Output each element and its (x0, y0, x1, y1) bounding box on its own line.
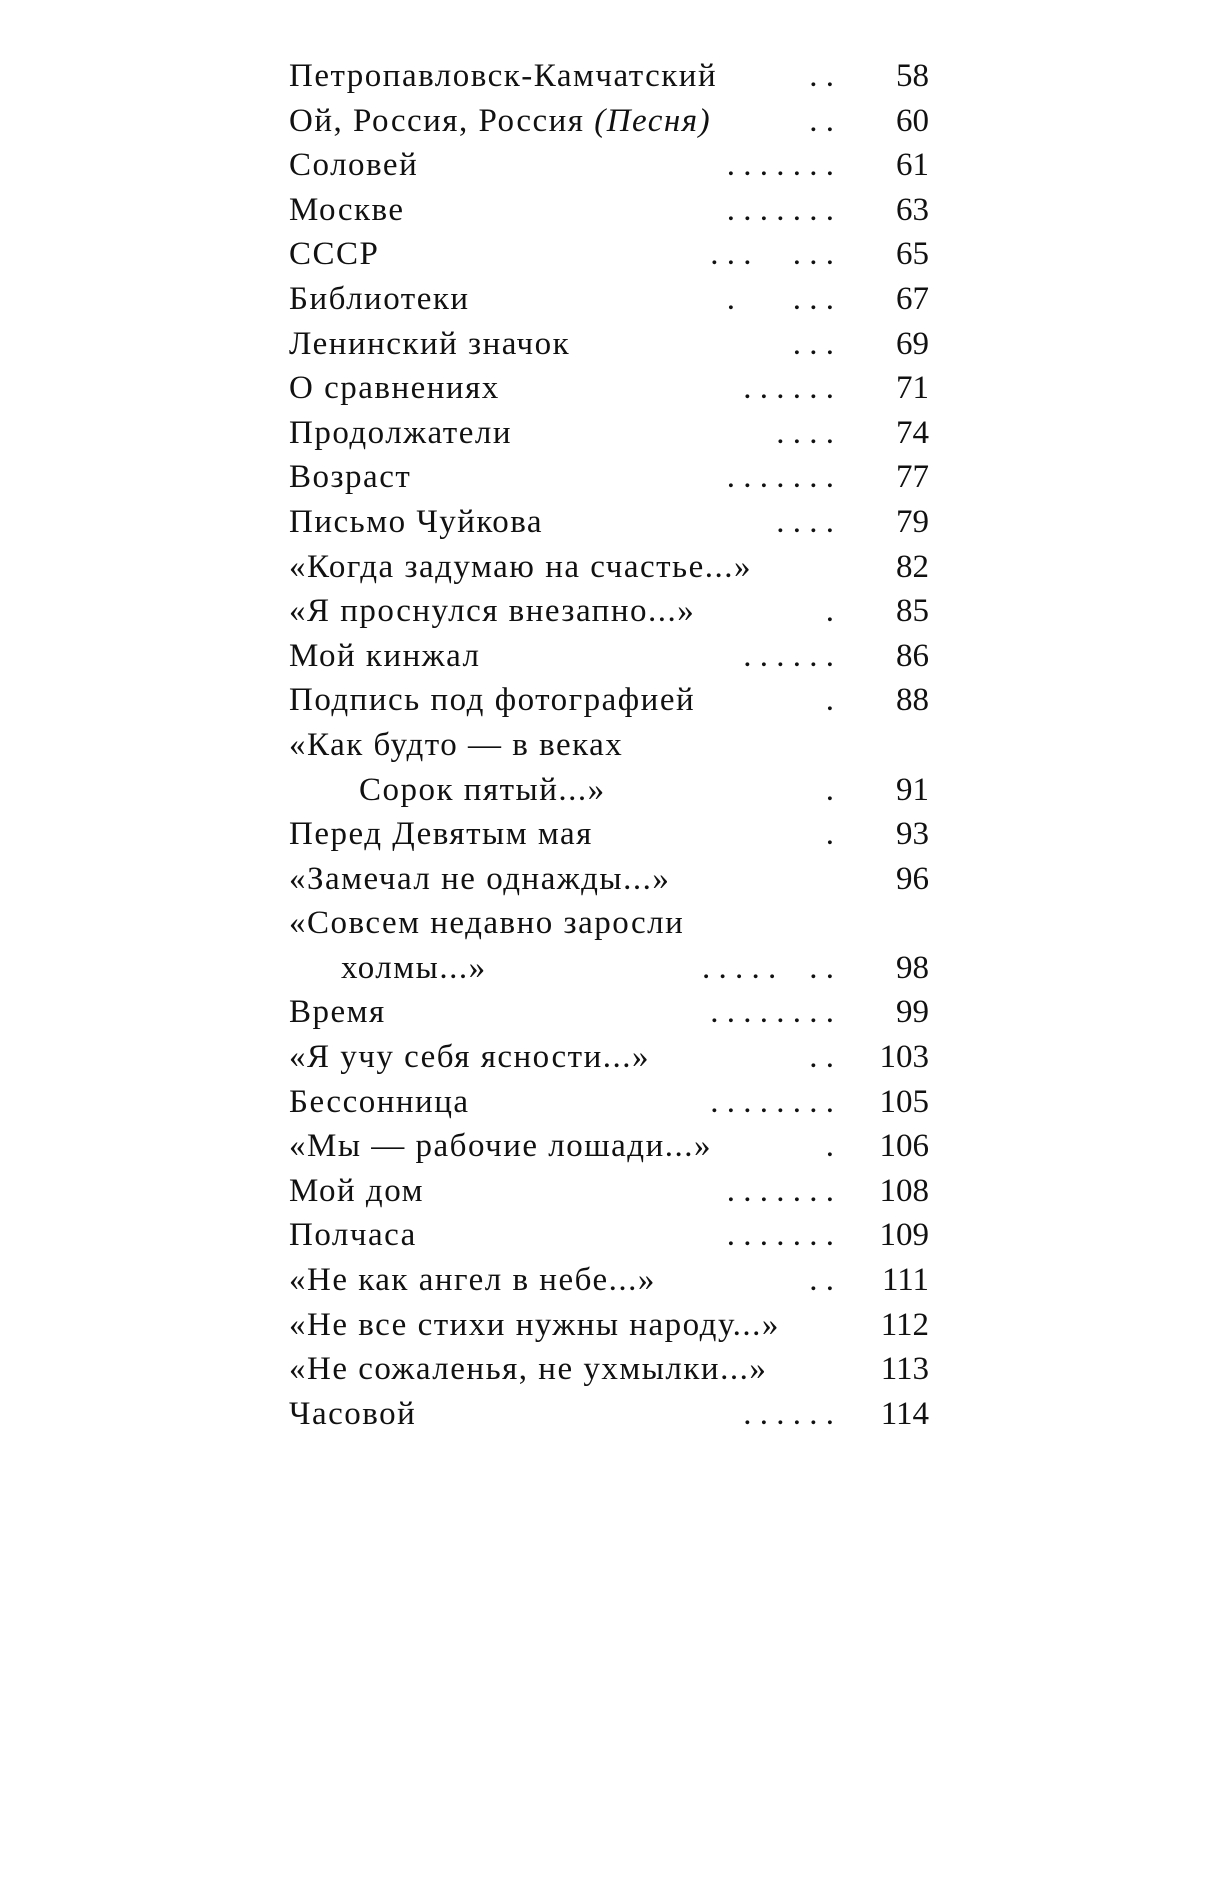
toc-entry-title-text: «Совсем недавно заросли (289, 905, 685, 942)
toc-entry (289, 723, 929, 768)
toc-entry-title-text: «Как будто — в веках (289, 726, 624, 763)
toc-entry-page-number: 61 (896, 147, 929, 184)
toc-entry-dot-leader: . . (809, 1039, 834, 1076)
toc-entry-title (289, 1080, 470, 1125)
toc-entry-title (289, 1035, 650, 1080)
toc-entry-dot-leader: . . (809, 102, 834, 139)
toc-entry-dot-leader: . . . . . . (743, 637, 834, 674)
toc-entry (289, 232, 929, 277)
toc-entry-dot-leader: . . (809, 1262, 834, 1299)
toc-entry-title (289, 1303, 780, 1348)
toc-entry (289, 366, 929, 411)
toc-entry (289, 322, 929, 367)
toc-entry-title-text: «Я проснулся внезапно...» (289, 593, 696, 630)
toc-entry-dot-leader: . (825, 771, 834, 808)
toc-entry-title-text: Часовой (289, 1395, 417, 1432)
toc-entry-title-text: Перед Девятым мая (289, 816, 593, 853)
toc-entry-title (341, 946, 487, 991)
toc-entry-page-number: 63 (896, 191, 929, 228)
toc-entry-title (289, 857, 670, 902)
toc-entry-page-number: 109 (879, 1217, 929, 1254)
toc-entry-title (289, 1169, 424, 1214)
toc-entry-title (289, 188, 405, 233)
toc-entry (289, 857, 929, 902)
toc-entry (289, 678, 929, 723)
toc-entry-title-text: холмы...» (341, 949, 487, 986)
toc-entry-title-text: Подпись под фотографией (289, 682, 696, 719)
toc-entry-page-number: 103 (879, 1039, 929, 1076)
toc-entry-page-number: 85 (896, 593, 929, 630)
toc-entry (289, 1035, 929, 1080)
toc-entry-title-text: Библиотеки (289, 280, 470, 317)
toc-entry-title-text: Москве (289, 191, 405, 228)
toc-entry-title-text: Полчаса (289, 1217, 417, 1254)
toc-entry-title (289, 54, 717, 99)
toc-entry-title (289, 1347, 767, 1392)
toc-entry-page-number: 60 (896, 102, 929, 139)
toc-entry-title (289, 99, 711, 144)
toc-entry-page-number: 93 (896, 816, 929, 853)
toc-entry-page-number: 111 (881, 1262, 929, 1299)
toc-entry-title (289, 545, 752, 590)
toc-entry (289, 634, 929, 679)
toc-entry-page-number: 58 (896, 58, 929, 94)
toc-entry-title-text: Петропавловск-Камчатский (289, 58, 718, 94)
toc-entry-title-text: Мой дом (289, 1172, 424, 1209)
toc-entry-title (289, 1392, 416, 1437)
toc-entry-title (289, 277, 470, 322)
toc-entry-title-text: Соловей (289, 147, 419, 184)
toc-entry (289, 500, 929, 545)
toc-entry-dot-leader: . . . . . . . (726, 1172, 834, 1209)
toc-entry-dot-leader: . . . (792, 325, 834, 362)
toc-entry-title-text: СССР (289, 236, 380, 273)
toc-entry-page-number: 86 (896, 637, 929, 674)
toc-entry-dot-leader: . . . . . . (710, 236, 834, 273)
toc-entry-dot-leader: . . . . . . . . (710, 1083, 834, 1120)
table-of-contents (289, 54, 929, 1436)
toc-entry (289, 1169, 929, 1214)
toc-entry-page-number: 106 (879, 1128, 929, 1165)
toc-entry-title-text: Письмо Чуйкова (289, 503, 544, 540)
toc-entry (289, 589, 929, 634)
toc-entry (289, 1080, 929, 1125)
toc-entry-page-number: 71 (896, 370, 929, 407)
toc-entry-dot-leader: . (825, 816, 834, 853)
toc-entry-title-text: «Не сожаленья, не ухмылки...» (289, 1351, 768, 1388)
toc-entry-dot-leader: . . . . (776, 503, 834, 540)
toc-entry-page-number: 74 (896, 414, 929, 451)
toc-entry-title-text: Время (289, 994, 386, 1031)
toc-entry-title (289, 1258, 656, 1303)
toc-entry-title-text: Ленинский значок (289, 325, 571, 362)
toc-entry (289, 901, 929, 946)
toc-entry-title-text: Бессонница (289, 1083, 470, 1120)
toc-entry-page-number: 65 (896, 236, 929, 273)
toc-entry-title-text: «Мы — рабочие лошади...» (289, 1128, 712, 1165)
toc-entry-title (289, 1213, 417, 1258)
toc-entry (289, 143, 929, 188)
toc-entry (289, 812, 929, 857)
toc-entry-title-text: «Я учу себя ясности...» (289, 1039, 650, 1076)
toc-entry-title (289, 143, 418, 188)
toc-entry-page-number: 99 (896, 994, 929, 1031)
toc-entry (289, 455, 929, 500)
toc-entry-title (289, 812, 593, 857)
toc-entry-title (289, 500, 543, 545)
toc-entry-title (289, 901, 684, 946)
toc-entry-title (289, 723, 623, 768)
toc-entry-dot-leader: . . . . . . (743, 370, 834, 407)
toc-entry-title (289, 455, 411, 500)
toc-entry-title (289, 990, 386, 1035)
toc-entry (289, 277, 929, 322)
toc-entry-title-text: «Когда задумаю на счастье...» (289, 548, 752, 585)
toc-entry-page-number: 91 (896, 771, 929, 808)
toc-entry-dot-leader: . . . . . . . (726, 1217, 834, 1254)
toc-entry (289, 768, 929, 813)
toc-entry-dot-leader: . . . . (776, 414, 834, 451)
toc-entry-page-number: 79 (896, 503, 929, 540)
toc-entry-title-text: Ой, Россия, Россия (289, 102, 585, 139)
toc-entry-title-text: Сорок пятый...» (359, 771, 606, 808)
toc-entry (289, 99, 929, 144)
toc-entry (289, 1303, 929, 1348)
toc-entry-subtitle: (Песня) (594, 102, 712, 139)
toc-entry (289, 411, 929, 456)
toc-entry (289, 1258, 929, 1303)
toc-entry-page-number: 82 (896, 548, 929, 585)
toc-entry-title (289, 411, 512, 456)
toc-entry-dot-leader: . . . . . . . (726, 459, 834, 496)
toc-entry-page-number: 77 (896, 459, 929, 496)
toc-entry (289, 990, 929, 1035)
toc-entry-title-text: Мой кинжал (289, 637, 481, 674)
toc-entry-page-number: 69 (896, 325, 929, 362)
toc-entry (289, 1347, 929, 1392)
toc-entry-title-text: «Не все стихи нужны народу...» (289, 1306, 780, 1343)
toc-entry-title-text: «Не как ангел в небе...» (289, 1262, 656, 1299)
toc-entry (289, 545, 929, 590)
toc-entry-title (289, 634, 481, 679)
toc-entry (289, 54, 929, 99)
toc-entry-dot-leader: . (825, 1128, 834, 1165)
toc-entry-title (289, 366, 500, 411)
toc-entry-title (289, 322, 570, 367)
toc-entry (289, 1124, 929, 1169)
toc-entry-title (359, 768, 606, 813)
toc-entry-dot-leader: . . (809, 58, 834, 94)
toc-entry-title (289, 589, 695, 634)
toc-entry-page-number: 112 (880, 1306, 929, 1343)
toc-entry-dot-leader: . . . . . . (743, 1395, 834, 1432)
toc-entry-page-number: 113 (880, 1351, 929, 1388)
toc-entry-page-number: 88 (896, 682, 929, 719)
toc-entry-page-number: 67 (896, 280, 929, 317)
toc-entry-title (289, 232, 379, 277)
toc-entry-title-text: О сравнениях (289, 370, 500, 407)
toc-entry-page-number: 114 (880, 1395, 929, 1432)
toc-entry-page-number: 108 (879, 1172, 929, 1209)
toc-entry-title (289, 678, 695, 723)
toc-entry-dot-leader: . . . . (726, 280, 834, 317)
toc-entry-dot-leader: . . . . . . . (702, 949, 834, 986)
toc-entry (289, 1392, 929, 1437)
toc-entry-page-number: 105 (879, 1083, 929, 1120)
toc-entry-page-number: 98 (896, 949, 929, 986)
toc-entry (289, 946, 929, 991)
toc-entry (289, 188, 929, 233)
toc-entry (289, 1213, 929, 1258)
toc-entry-title-text: Возраст (289, 459, 412, 496)
toc-entry-dot-leader: . . . . . . . . (710, 994, 834, 1031)
toc-entry-dot-leader: . (825, 593, 834, 630)
toc-entry-dot-leader: . (825, 682, 834, 719)
toc-entry-title-text: Продолжатели (289, 414, 512, 451)
toc-entry-title-text: «Замечал не однажды...» (289, 860, 671, 897)
toc-entry-title (289, 1124, 712, 1169)
toc-entry-dot-leader: . . . . . . . (726, 191, 834, 228)
toc-entry-page-number: 96 (896, 860, 929, 897)
toc-entry-dot-leader: . . . . . . . (726, 147, 834, 184)
